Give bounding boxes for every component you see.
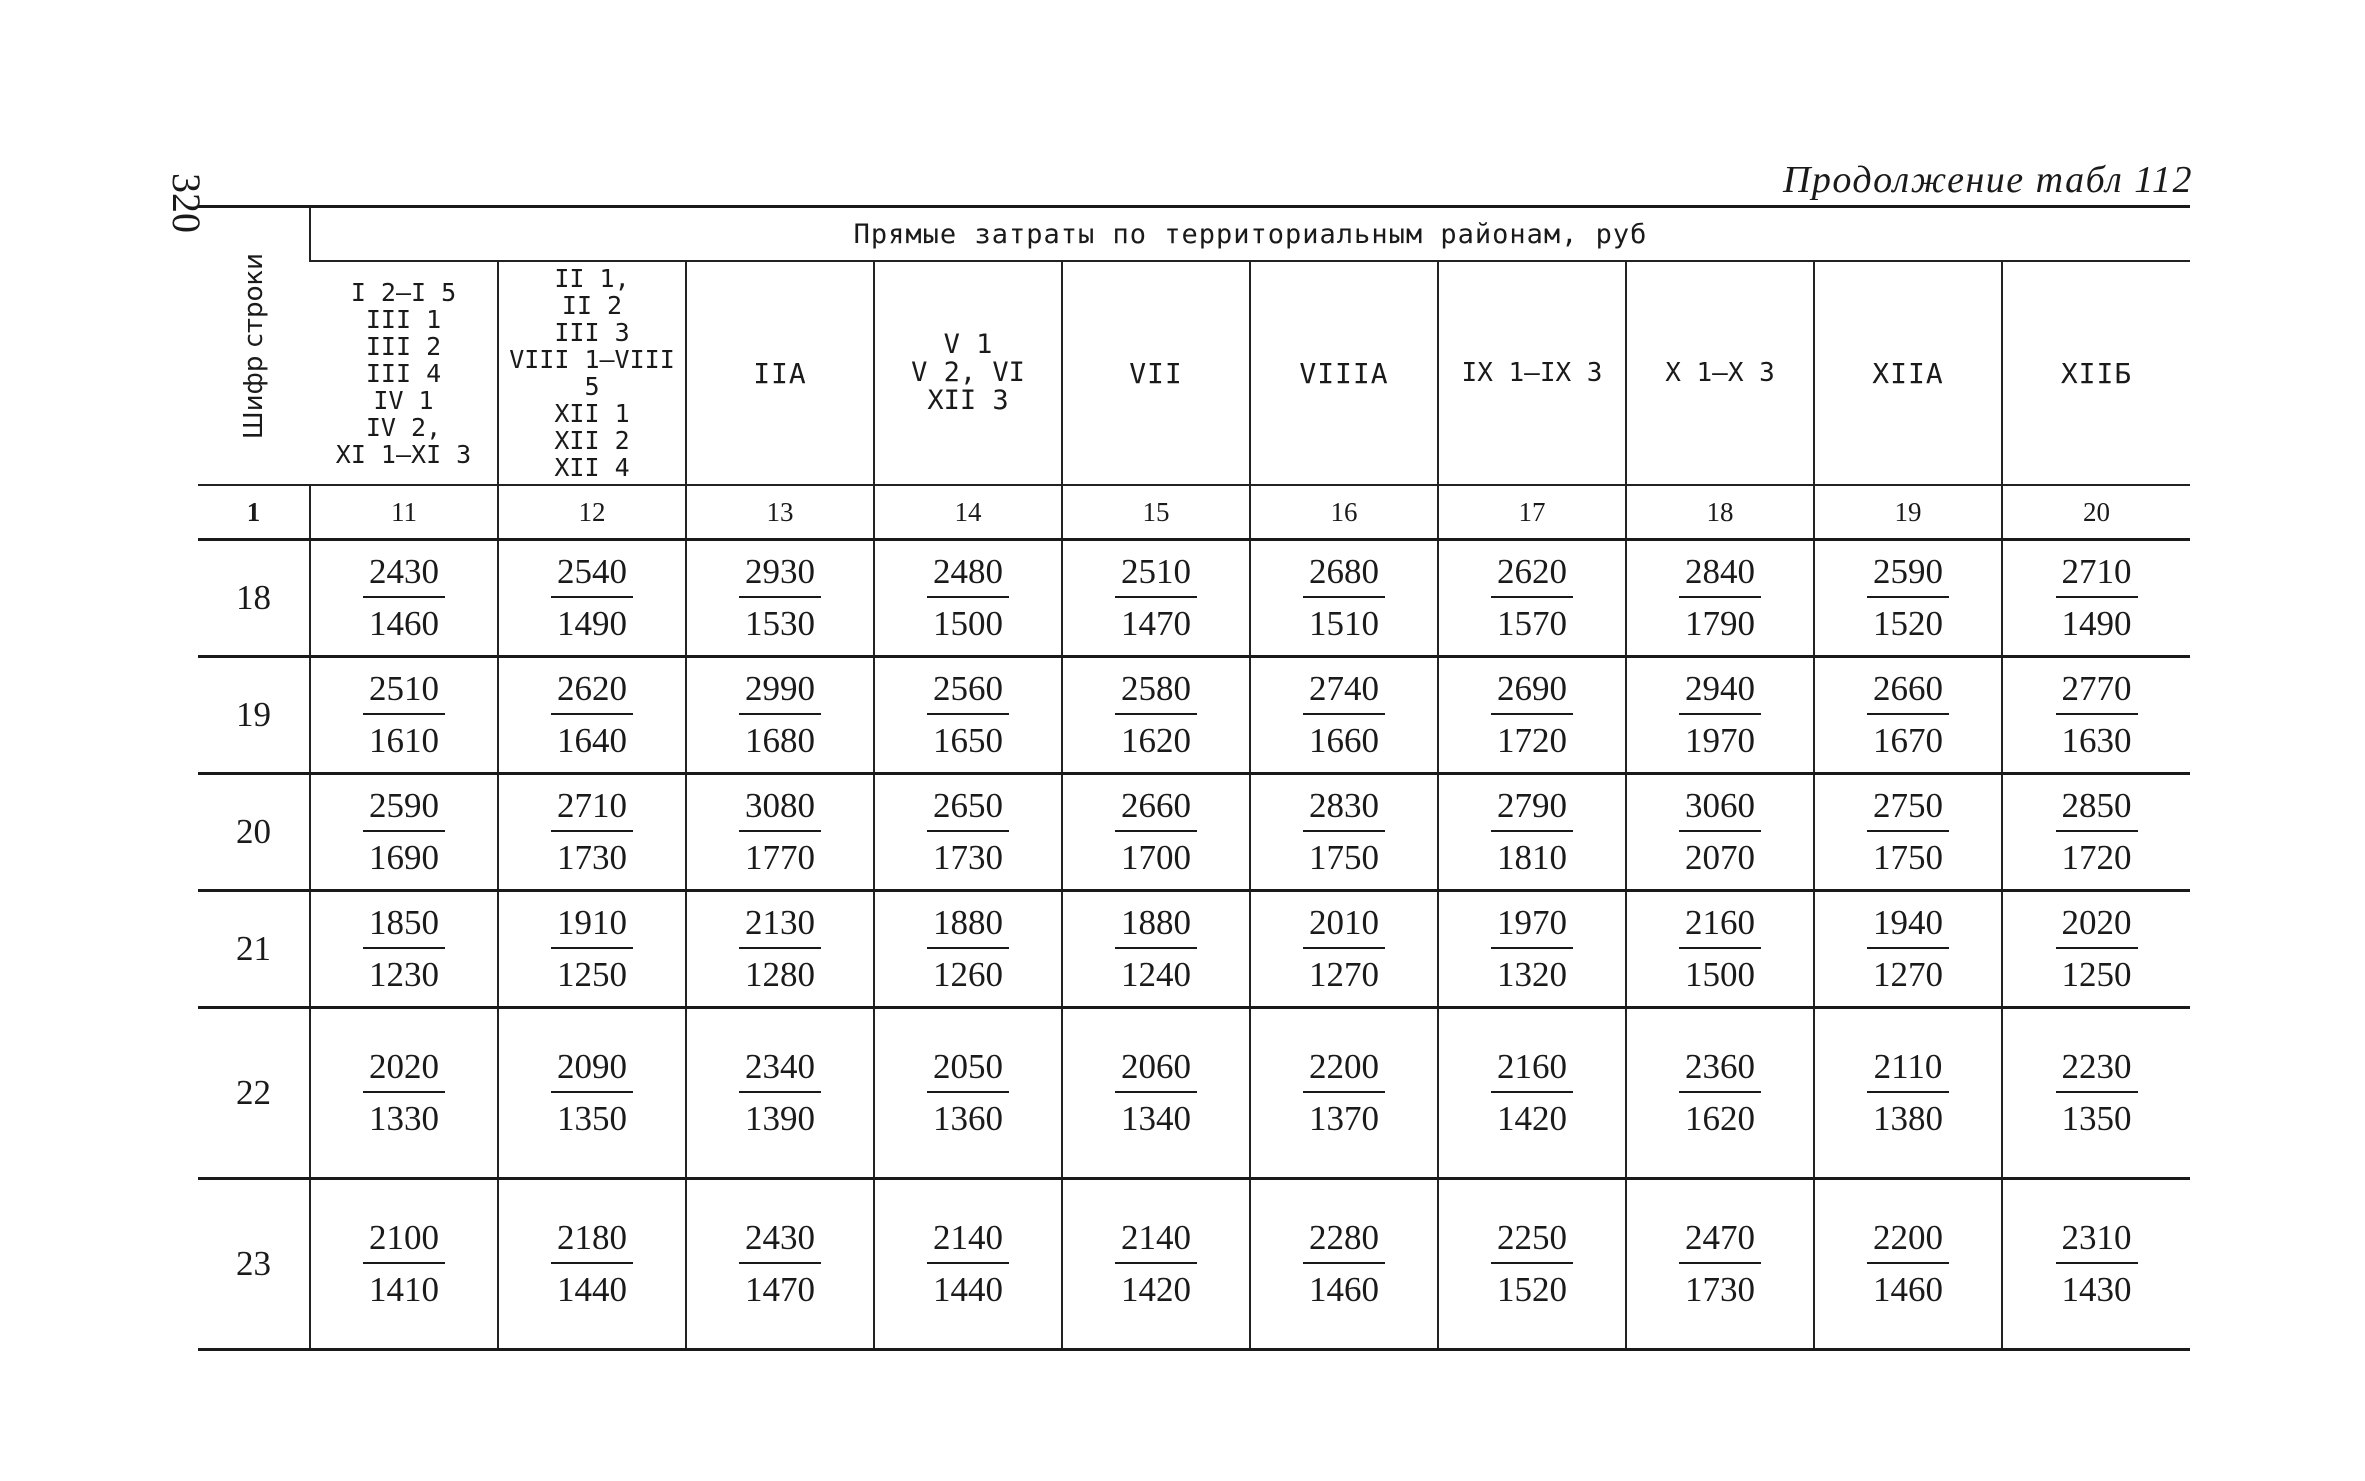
cost-upper: 2060 [1115, 1047, 1197, 1093]
column-number: 13 [686, 485, 874, 540]
group-header [2002, 261, 2190, 485]
cost-upper: 2580 [1115, 669, 1197, 715]
cost-lower: 1670 [1873, 721, 1943, 760]
cost-cell [1626, 1008, 1814, 1179]
cost-cell [2002, 657, 2190, 774]
cost-lower: 1470 [745, 1270, 815, 1309]
cost-upper: 2280 [1303, 1218, 1385, 1264]
cost-upper: 2660 [1115, 786, 1197, 832]
cost-cell [1438, 657, 1626, 774]
cost-cell [1626, 657, 1814, 774]
column-number: 15 [1062, 485, 1250, 540]
cost-lower: 1460 [369, 604, 439, 643]
row-code: 23 [198, 1179, 310, 1350]
cost-upper: 2230 [2056, 1047, 2138, 1093]
cost-cell [1250, 1008, 1438, 1179]
row-code: 19 [198, 657, 310, 774]
cost-lower: 2070 [1685, 838, 1755, 877]
cost-upper: 2690 [1491, 669, 1573, 715]
cost-lower: 1350 [2061, 1099, 2132, 1138]
group-label: XIIБ [2060, 356, 2133, 390]
cost-lower: 1730 [557, 838, 627, 877]
cost-upper: 2740 [1303, 669, 1385, 715]
group-label: XIIА [1872, 356, 1944, 390]
group-header [686, 261, 874, 485]
table-header [198, 207, 2190, 540]
cost-lower: 1750 [1873, 838, 1943, 877]
table-row [198, 1008, 2190, 1179]
group-header [1438, 261, 1626, 485]
cost-cell [2002, 774, 2190, 891]
cost-lower: 1570 [1497, 604, 1567, 643]
row-code: 21 [198, 891, 310, 1008]
cost-lower: 1520 [1873, 604, 1943, 643]
cost-lower: 1730 [933, 838, 1003, 877]
cost-upper: 1880 [1115, 903, 1197, 949]
cost-lower: 1790 [1685, 604, 1755, 643]
cost-upper: 2660 [1867, 669, 1949, 715]
cost-cell [2002, 540, 2190, 657]
row-code: 22 [198, 1008, 310, 1179]
cost-upper: 2510 [1115, 552, 1197, 598]
cost-lower: 1260 [933, 955, 1003, 994]
table-row [198, 657, 2190, 774]
cost-lower: 1730 [1685, 1270, 1755, 1309]
group-label: IIА [753, 356, 807, 390]
cost-cell [1626, 1179, 1814, 1350]
cost-cell [1250, 891, 1438, 1008]
cost-upper: 2130 [739, 903, 821, 949]
cost-cell [686, 774, 874, 891]
cost-upper: 2140 [1115, 1218, 1197, 1264]
cost-cell [1626, 774, 1814, 891]
cost-cell [874, 657, 1062, 774]
cost-upper: 2200 [1303, 1047, 1385, 1093]
cost-lower: 1360 [933, 1099, 1003, 1138]
column-number: 20 [2002, 485, 2190, 540]
cost-cell [1062, 540, 1250, 657]
cost-cell [874, 1179, 1062, 1350]
cost-upper: 2650 [927, 786, 1009, 832]
cost-upper: 2540 [551, 552, 633, 598]
cost-upper: 2510 [363, 669, 445, 715]
cost-lower: 1390 [745, 1099, 815, 1138]
cost-lower: 1410 [369, 1270, 439, 1309]
cost-lower: 1460 [1309, 1270, 1379, 1309]
cost-lower: 1420 [1121, 1270, 1191, 1309]
super-header [310, 207, 2190, 262]
cost-cell [1438, 774, 1626, 891]
cost-cell [310, 1008, 498, 1179]
cost-upper: 2620 [551, 669, 633, 715]
cost-lower: 1500 [1685, 955, 1755, 994]
cost-upper: 2160 [1491, 1047, 1573, 1093]
super-header-label: Прямые затраты по территориальным районам, руб [853, 218, 1648, 250]
cost-lower: 1380 [1873, 1099, 1943, 1138]
cost-cell [1438, 1179, 1626, 1350]
cost-upper: 2590 [1867, 552, 1949, 598]
cost-upper: 2750 [1867, 786, 1949, 832]
cost-lower: 1430 [2061, 1270, 2132, 1309]
cost-cell [874, 774, 1062, 891]
cost-cell [1814, 1008, 2002, 1179]
cost-cell [686, 657, 874, 774]
group-label: VII [1129, 356, 1183, 390]
cost-upper: 3060 [1679, 786, 1761, 832]
cost-lower: 1970 [1685, 721, 1755, 760]
cost-cell [498, 1179, 686, 1350]
group-label: I 2—I 5 III 1 III 2 III 4 IV 1 IV 2, XI 1—XI 3 [335, 277, 472, 469]
cost-upper: 2010 [1303, 903, 1385, 949]
cost-cell [874, 540, 1062, 657]
cost-upper: 2590 [363, 786, 445, 832]
column-number: 11 [310, 485, 498, 540]
cost-lower: 1350 [557, 1099, 627, 1138]
cost-cell [874, 891, 1062, 1008]
table-row [198, 540, 2190, 657]
cost-upper: 2620 [1491, 552, 1573, 598]
cost-upper: 2710 [2056, 552, 2138, 598]
cost-upper: 2020 [2056, 903, 2138, 949]
cost-upper: 2180 [551, 1218, 633, 1264]
cost-cell [1814, 774, 2002, 891]
stub-header [198, 207, 310, 486]
cost-cell [1626, 540, 1814, 657]
cost-cell [310, 540, 498, 657]
cost-lower: 1720 [2061, 838, 2132, 877]
cost-cell [2002, 891, 2190, 1008]
cost-lower: 1440 [933, 1270, 1003, 1309]
cost-cell [1814, 1179, 2002, 1350]
group-label: X 1—X 3 [1665, 358, 1775, 388]
column-number: 16 [1250, 485, 1438, 540]
group-header [1626, 261, 1814, 485]
cost-cell [310, 891, 498, 1008]
column-number: 14 [874, 485, 1062, 540]
cost-cell [1438, 891, 1626, 1008]
cost-cell [1062, 1179, 1250, 1350]
cost-upper: 2100 [363, 1218, 445, 1264]
cost-upper: 1880 [927, 903, 1009, 949]
cost-lower: 1770 [745, 838, 815, 877]
cost-upper: 2770 [2056, 669, 2138, 715]
cost-lower: 1810 [1497, 838, 1567, 877]
cost-upper: 2110 [1867, 1047, 1949, 1093]
cost-cell [498, 891, 686, 1008]
cost-cell [1062, 774, 1250, 891]
cost-lower: 1720 [1497, 721, 1567, 760]
row-code: 18 [198, 540, 310, 657]
cost-cell [310, 1179, 498, 1350]
group-label: IX 1—IX 3 [1461, 358, 1603, 388]
cost-cell [686, 540, 874, 657]
cost-lower: 1280 [745, 955, 815, 994]
cost-upper: 2940 [1679, 669, 1761, 715]
stub-header-label: Шифр строки [238, 252, 269, 440]
cost-lower: 1230 [369, 955, 439, 994]
row-code: 20 [198, 774, 310, 891]
cost-cell [1250, 540, 1438, 657]
cost-upper: 2250 [1491, 1218, 1573, 1264]
cost-lower: 1500 [933, 604, 1003, 643]
group-label: II 1, II 2 III 3 VIII 1—VIII 5 XII 1 XII 2 XII 4 [509, 264, 675, 482]
cost-upper: 1970 [1491, 903, 1573, 949]
cost-cell [498, 1008, 686, 1179]
cost-cell [686, 1008, 874, 1179]
cost-upper: 2850 [2056, 786, 2138, 832]
cost-upper: 2360 [1679, 1047, 1761, 1093]
cost-table-container [198, 205, 2190, 1351]
cost-cell [1062, 657, 1250, 774]
cost-upper: 2930 [739, 552, 821, 598]
cost-lower: 1240 [1121, 955, 1191, 994]
cost-upper: 2830 [1303, 786, 1385, 832]
cost-cell [1626, 891, 1814, 1008]
cost-upper: 2790 [1491, 786, 1573, 832]
group-header [1814, 261, 2002, 485]
cost-cell [498, 657, 686, 774]
cost-cell [1250, 1179, 1438, 1350]
cost-upper: 2710 [551, 786, 633, 832]
cost-upper: 2050 [927, 1047, 1009, 1093]
cost-upper: 2560 [927, 669, 1009, 715]
cost-upper: 2310 [2056, 1218, 2138, 1264]
cost-lower: 1490 [557, 604, 627, 643]
cost-cell [874, 1008, 1062, 1179]
cost-upper: 3080 [739, 786, 821, 832]
cost-lower: 1330 [369, 1099, 439, 1138]
group-label: V 1 V 2, VI XII 3 [911, 329, 1025, 416]
cost-lower: 1490 [2061, 604, 2132, 643]
cost-lower: 1470 [1121, 604, 1191, 643]
cost-cell [310, 657, 498, 774]
cost-cell [498, 540, 686, 657]
cost-cell [2002, 1008, 2190, 1179]
cost-lower: 1250 [2061, 955, 2132, 994]
header-super-row [198, 207, 2190, 262]
cost-lower: 1630 [2061, 721, 2132, 760]
cost-lower: 1620 [1685, 1099, 1755, 1138]
cost-upper: 2140 [927, 1218, 1009, 1264]
cost-cell [498, 774, 686, 891]
cost-cell [2002, 1179, 2190, 1350]
group-header [310, 261, 498, 485]
table-row [198, 1179, 2190, 1350]
cost-lower: 1620 [1121, 721, 1191, 760]
cost-lower: 1680 [745, 721, 815, 760]
cost-upper: 2200 [1867, 1218, 1949, 1264]
cost-upper: 2090 [551, 1047, 633, 1093]
cost-lower: 1340 [1121, 1099, 1191, 1138]
cost-lower: 1650 [933, 721, 1003, 760]
table-row [198, 891, 2190, 1008]
cost-table [198, 205, 2190, 1351]
cost-upper: 2990 [739, 669, 821, 715]
cost-lower: 1460 [1873, 1270, 1943, 1309]
cost-cell [1250, 774, 1438, 891]
cost-lower: 1270 [1309, 955, 1379, 994]
cost-cell [1250, 657, 1438, 774]
cost-upper: 2480 [927, 552, 1009, 598]
cost-cell [1062, 891, 1250, 1008]
header-number-row [198, 485, 2190, 540]
cost-lower: 1270 [1873, 955, 1943, 994]
group-header [874, 261, 1062, 485]
cost-upper: 2160 [1679, 903, 1761, 949]
cost-upper: 1940 [1867, 903, 1949, 949]
cost-lower: 1420 [1497, 1099, 1567, 1138]
cost-cell [1814, 540, 2002, 657]
cost-lower: 1510 [1309, 604, 1379, 643]
table-row [198, 774, 2190, 891]
cost-lower: 1610 [369, 721, 439, 760]
cost-cell [1062, 1008, 1250, 1179]
cost-upper: 2680 [1303, 552, 1385, 598]
cost-cell [310, 774, 498, 891]
cost-upper: 1910 [551, 903, 633, 949]
group-header [1250, 261, 1438, 485]
cost-lower: 1440 [557, 1270, 627, 1309]
cost-lower: 1660 [1309, 721, 1379, 760]
cost-lower: 1700 [1121, 838, 1191, 877]
cost-cell [1438, 540, 1626, 657]
header-groups-row [198, 261, 2190, 485]
cost-lower: 1750 [1309, 838, 1379, 877]
cost-upper: 2840 [1679, 552, 1761, 598]
column-number: 18 [1626, 485, 1814, 540]
cost-upper: 2340 [739, 1047, 821, 1093]
table-caption: Продолжение табл 112 [1782, 159, 2193, 201]
cost-upper: 2430 [739, 1218, 821, 1264]
cost-lower: 1530 [745, 604, 815, 643]
cost-upper: 1850 [363, 903, 445, 949]
cost-lower: 1690 [369, 838, 439, 877]
cost-lower: 1320 [1497, 955, 1567, 994]
column-number: 19 [1814, 485, 2002, 540]
column-number: 1 [198, 485, 310, 540]
table-body [198, 540, 2190, 1350]
cost-upper: 2430 [363, 552, 445, 598]
cost-lower: 1520 [1497, 1270, 1567, 1309]
cost-cell [686, 891, 874, 1008]
group-label: VIIIА [1299, 356, 1389, 390]
page-number: 320 [164, 173, 209, 233]
cost-lower: 1640 [557, 721, 627, 760]
cost-upper: 2470 [1679, 1218, 1761, 1264]
cost-cell [1814, 657, 2002, 774]
cost-lower: 1250 [557, 955, 627, 994]
cost-cell [1438, 1008, 1626, 1179]
cost-cell [686, 1179, 874, 1350]
cost-lower: 1370 [1309, 1099, 1379, 1138]
column-number: 17 [1438, 485, 1626, 540]
column-number: 12 [498, 485, 686, 540]
group-header [498, 261, 686, 485]
cost-upper: 2020 [363, 1047, 445, 1093]
cost-cell [1814, 891, 2002, 1008]
group-header [1062, 261, 1250, 485]
